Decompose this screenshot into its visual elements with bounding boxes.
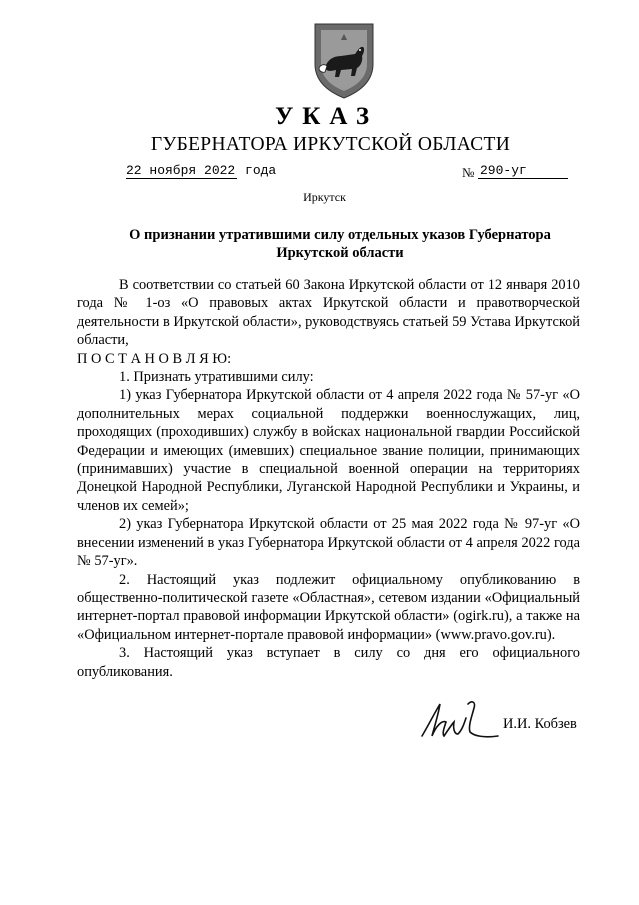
decree-issuer: ГУБЕРНАТОРА ИРКУТСКОЙ ОБЛАСТИ (150, 134, 511, 155)
item-1-1: 1) указ Губернатора Иркутской области от 4 апреля 2022 года № 57-уг «О дополнительных мерах социальной поддержки военнослужащих, лиц, проходящих (проходивших) службу в войсках национальной гвардии Российской Федерации и имеющих (имевших) специальное звание полиции, принимающих (принимавших) участие в специальной военной операции на территориях Донецкой Народной Республики, Луганской Народной Республики и Украины, и членов их семей»; (77, 387, 580, 514)
heading-line-1: О признании утратившими силу отдельных указов Губернатора (129, 227, 551, 243)
signer-name: И.И. Кобзев (503, 716, 577, 732)
handwritten-signature (418, 696, 500, 744)
decree-number: 290-уг (478, 163, 568, 179)
preamble-paragraph: В соответствии со статьей 60 Закона Иркутской области от 12 января 2010 года № 1-оз «О правовых актах Иркутской области и правотворческой деятельности в Иркутской области», руководствуясь статьей 59 Устава Иркутской области, (77, 277, 580, 349)
date-suffix: года (245, 163, 277, 178)
decree-date (126, 163, 276, 178)
item-1: 1. Признать утратившими силу: (119, 369, 314, 386)
item-1-2: 2) указ Губернатора Иркутской области от 25 мая 2022 года № 97-уг «О внесении изменений в указ Губернатора Иркутской области от 4 апреля 2022 года № 57-уг». (77, 516, 580, 570)
heading-line-2: Иркутской области (276, 245, 404, 261)
decree-heading (110, 226, 570, 262)
decree-body (77, 276, 580, 681)
date-value: 22 ноября 2022 (126, 163, 236, 178)
decree-place: Иркутск (303, 190, 346, 204)
decree-title: УКАЗ (274, 103, 379, 130)
item-2: 2. Настоящий указ подлежит официальному опубликованию в общественно-политической газете «Областная», сетевом издании «Официальный интернет-портал правовой информации Иркутской области» (ogirk.ru), а также на «Официальном интернет-портале правовой информации» (www.pravo.gov.ru). (77, 571, 580, 643)
resolve-word: П О С Т А Н О В Л Я Ю: (77, 350, 232, 367)
irkutsk-coat-of-arms-icon (311, 20, 377, 100)
number-sign: № (462, 165, 475, 180)
item-3: 3. Настоящий указ вступает в силу со дня его официального опубликования. (77, 645, 580, 680)
